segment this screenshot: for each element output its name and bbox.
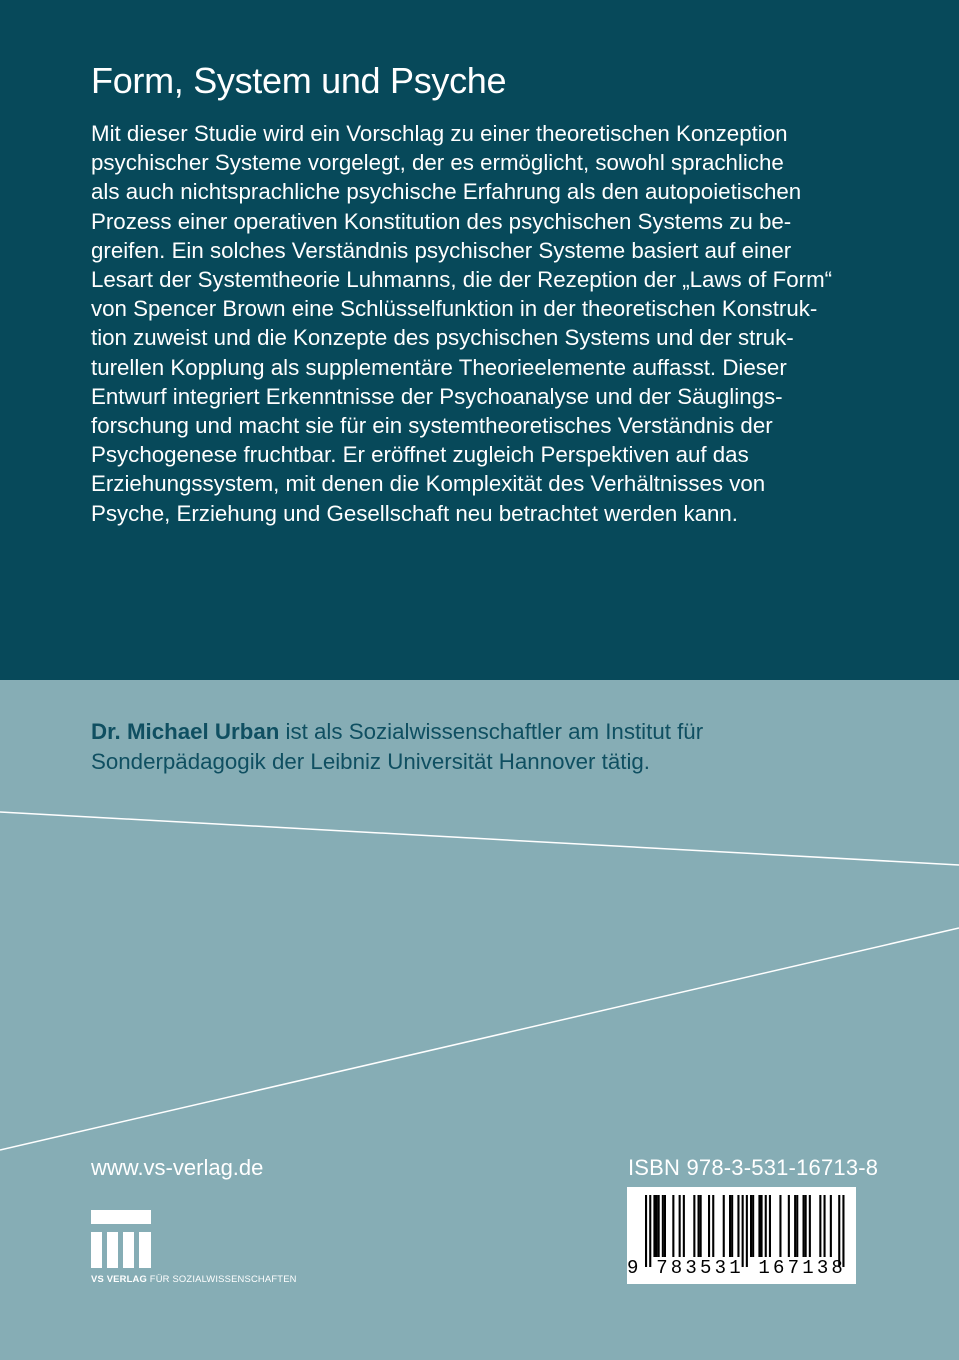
barcode-bar [765, 1195, 767, 1257]
blurb-line: turellen Kopplung als supplementäre Theorieelemente auffasst. Dieser [91, 354, 787, 380]
blurb-line: Erziehungssystem, mit denen die Komplexität des Verhältnisses von [91, 471, 766, 497]
blurb-line: Lesart der Systemtheorie Luhmanns, die der Rezeption der „Laws of Form“ [91, 267, 833, 293]
publisher-url[interactable]: www.vs-verlag.de [91, 1155, 264, 1180]
barcode-bar [698, 1195, 700, 1257]
blurb-line: von Spencer Brown eine Schlüsselfunktion in der theoretischen Konstruk- [91, 296, 818, 322]
barcode-bar [809, 1195, 811, 1257]
barcode-bar [658, 1195, 660, 1257]
barcode-bar [708, 1195, 710, 1257]
barcode-bar [794, 1195, 796, 1257]
blurb-line: Prozess einer operativen Konstitution des psychischen Systems zu be- [91, 208, 792, 234]
barcode-bar [683, 1195, 685, 1257]
barcode-bar [664, 1195, 666, 1257]
author-bio [91, 717, 891, 776]
publisher-logo-text: VS VERLAG FÜR SOZIALWISSENSCHAFTEN [91, 1273, 297, 1284]
author-name: Dr. Michael Urban [91, 719, 280, 744]
barcode-bar [819, 1195, 821, 1257]
barcode-bar [803, 1195, 805, 1257]
barcode-bar [750, 1195, 752, 1257]
barcode-bar [769, 1195, 771, 1257]
book-blurb [91, 119, 891, 528]
blurb-line: psychischer Systeme vorgelegt, der es ermöglicht, sowohl sprachliche [91, 150, 784, 176]
barcode-bar [796, 1195, 798, 1257]
barcode-bar [805, 1195, 807, 1257]
blurb-line: Psychogenese fruchtbar. Er eröffnet zugleich Perspektiven auf das [91, 442, 749, 468]
barcode-bar [679, 1195, 681, 1257]
barcode-bar [779, 1195, 781, 1257]
barcode-bar [662, 1195, 664, 1257]
barcode-bar [672, 1195, 674, 1257]
blurb-line: tion zuweist und die Konzepte des psychischen Systems und der struk- [91, 325, 794, 351]
barcode-bar [737, 1195, 739, 1257]
barcode-bar [830, 1195, 832, 1257]
barcode-bar [758, 1195, 760, 1257]
blurb-line: Entwurf integriert Erkenntnisse der Psychoanalyse und der Säuglings- [91, 383, 783, 409]
barcode-bar [700, 1195, 702, 1257]
barcode-bar [656, 1195, 658, 1257]
blurb-line: Psyche, Erziehung und Gesellschaft neu betrachtet werden kann. [91, 500, 739, 526]
barcode-bar [752, 1195, 754, 1257]
barcode-bar [712, 1195, 714, 1257]
decorative-line-upper [0, 812, 959, 865]
blurb-line: greifen. Ein solches Verständnis psychischer Systeme basiert auf einer [91, 237, 792, 263]
barcode-bar [731, 1195, 733, 1257]
barcode-bar [788, 1195, 790, 1257]
barcode-bar [653, 1195, 655, 1257]
barcode-bar [723, 1195, 725, 1257]
barcode-bar [693, 1195, 695, 1257]
book-title: Form, System und Psyche [91, 60, 507, 101]
decorative-line-lower [0, 928, 959, 1150]
isbn-label: ISBN 978-3-531-16713-8 [628, 1155, 879, 1180]
vs-verlag-logo-icon [91, 1210, 151, 1268]
blurb-line: Mit dieser Studie wird ein Vorschlag zu einer theoretischen Konzeption [91, 121, 788, 146]
author-bio-text: Sonderpädagogik der Leibniz Universität Hannover tätig. [91, 748, 651, 774]
blurb-line: als auch nichtsprachliche psychische Erfahrung als den autopoietischen [91, 179, 802, 205]
barcode-bar [729, 1195, 731, 1257]
blurb-line: forschung und macht sie für ein systemtheoretisches Verständnis der [91, 413, 773, 439]
barcode-bar [761, 1195, 763, 1257]
barcode-bar [824, 1195, 826, 1257]
barcode-digits: 9 783531 167138 [627, 1257, 847, 1279]
author-bio-text: ist als Sozialwissenschaftler am Institut für [279, 719, 704, 744]
